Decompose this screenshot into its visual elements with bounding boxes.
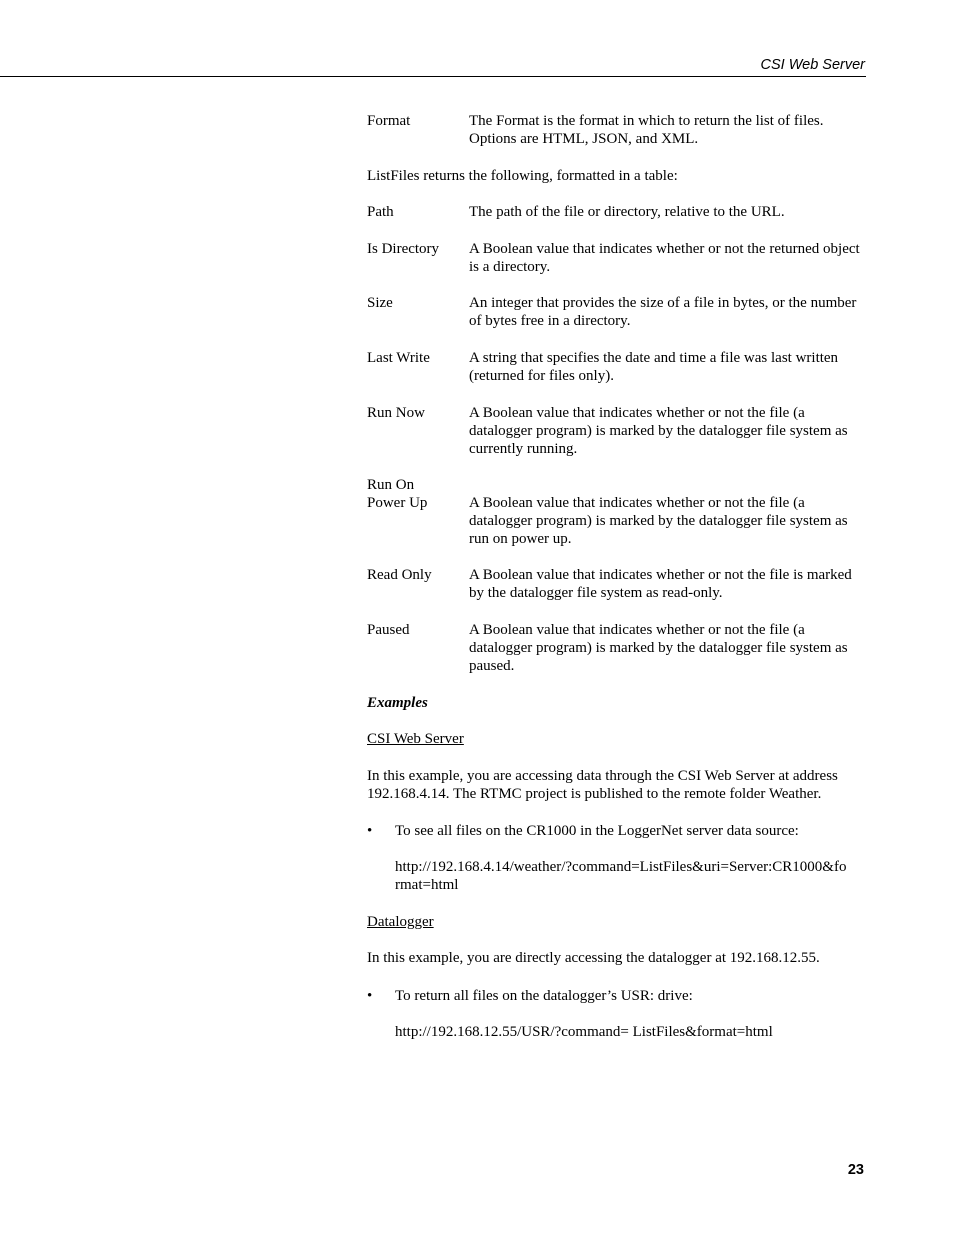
field-term-run-now: Run Now	[367, 405, 425, 421]
bullet-dot-icon: •	[367, 823, 373, 839]
field-term-size: Size	[367, 295, 393, 311]
field-definition-paused: A Boolean value that indicates whether or not the file (a datalogger program) is marked by the datalogger file system as paused.	[469, 622, 848, 674]
running-header-title: CSI Web Server	[760, 57, 865, 73]
field-definition-read-only: A Boolean value that indicates whether or not the file is marked by the datalogger file system as read-only.	[469, 567, 852, 601]
web-server-bullet-text: To see all files on the CR1000 in the LoggerNet server data source:	[395, 823, 799, 839]
datalogger-description: In this example, you are directly accessing the datalogger at 192.168.12.55.	[367, 950, 820, 966]
format-definition: The Format is the format in which to return the list of files. Options are HTML, JSON, and XML.	[469, 113, 824, 147]
examples-heading: Examples	[367, 695, 428, 711]
field-term-read-only: Read Only	[367, 567, 432, 583]
field-definition-is-directory: A Boolean value that indicates whether or not the returned object is a directory.	[469, 241, 860, 275]
field-definition-last-write: A string that specifies the date and time a file was last written (returned for files only).	[469, 350, 839, 384]
datalogger-bullet-text: To return all files on the datalogger’s USR: drive:	[395, 988, 693, 1004]
format-term: Format	[367, 113, 411, 129]
header-rule	[0, 76, 866, 77]
datalogger-subheading	[367, 913, 867, 931]
field-definition-run-now: A Boolean value that indicates whether or not the file (a datalogger program) is marked by the datalogger file system as currently running.	[469, 405, 848, 457]
web-server-subheading	[367, 730, 867, 748]
web-server-description: In this example, you are accessing data through the CSI Web Server at address 192.168.4.14. The RTMC project is published to the remote folder Weather.	[367, 768, 838, 802]
field-definition-path: The path of the file or directory, relative to the URL.	[469, 204, 785, 220]
field-term-path: Path	[367, 204, 394, 220]
field-definition-size: An integer that provides the size of a file in bytes, or the number of bytes free in a directory.	[469, 295, 857, 329]
field-term-last-write: Last Write	[367, 350, 430, 366]
field-term-power-up-line2: Power Up	[367, 495, 428, 511]
field-term-is-directory: Is Directory	[367, 241, 440, 257]
bullet-dot-icon: •	[367, 988, 373, 1004]
field-definition-run-on-power-up: A Boolean value that indicates whether or not the file (a datalogger program) is marked by the datalogger file system as run on power up.	[469, 495, 848, 547]
page-number: 23	[847, 1162, 864, 1178]
web-server-subheading-text: CSI Web Server	[367, 731, 464, 747]
datalogger-subheading-text: Datalogger	[367, 914, 434, 930]
field-term-run-on-line1: Run On	[367, 477, 415, 493]
field-term-paused: Paused	[367, 622, 410, 638]
listfiles-intro: ListFiles returns the following, formatted in a table:	[367, 168, 678, 184]
web-server-example-url-line2: rmat=html	[395, 877, 459, 893]
web-server-example-url-line1: http://192.168.4.14/weather/?command=ListFiles&uri=Server:CR1000&fo	[395, 859, 847, 875]
datalogger-example-url: http://192.168.12.55/USR/?command= ListFiles&format=html	[395, 1024, 773, 1040]
